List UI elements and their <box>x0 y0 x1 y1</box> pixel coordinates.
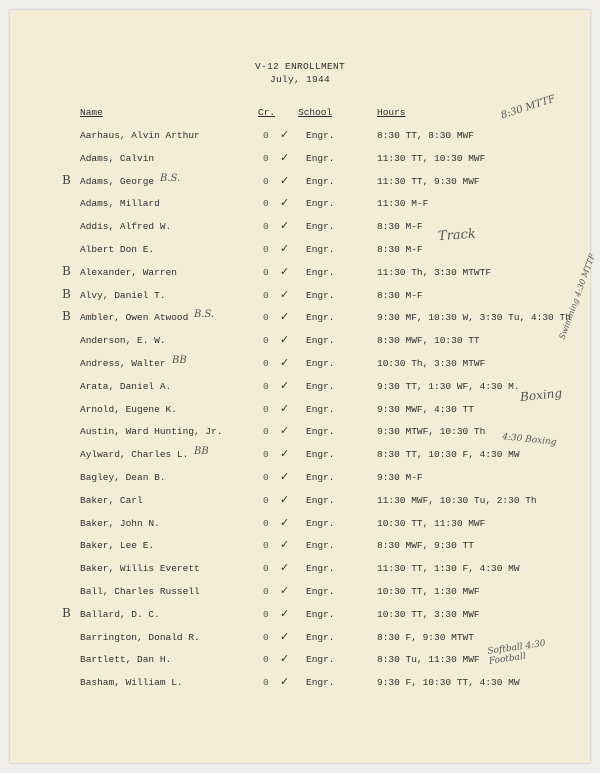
list-item <box>10 628 590 650</box>
credit-value: 0 <box>263 517 269 529</box>
credit-value: 0 <box>263 266 269 278</box>
hours-value: 11:30 M-F <box>377 198 429 210</box>
student-name: Baker, Carl <box>80 494 143 506</box>
student-name: Bagley, Dean B. <box>80 472 166 483</box>
student-name: Ball, Charles Russell <box>80 586 200 597</box>
header-school: School <box>298 107 333 118</box>
check-mark-icon: ✓ <box>280 264 290 278</box>
credit-value: 0 <box>263 631 269 643</box>
list-item <box>10 286 590 308</box>
margin-note-top-right: 8:30 MTTF <box>499 93 557 122</box>
credit-value: 0 <box>263 403 269 415</box>
hours-value: 10:30 Th, 3:30 MTWF <box>377 358 486 369</box>
row-mark: B <box>62 309 71 324</box>
student-name: Anderson, E. W. <box>80 335 166 347</box>
check-mark-icon: ✓ <box>280 606 290 620</box>
school-value: Engr. <box>306 152 335 164</box>
hours-value: 9:30 F, 10:30 TT, 4:30 MW <box>377 677 520 689</box>
student-name: Aarhaus, Alvin Arthur <box>80 130 200 141</box>
document-title: V-12 ENROLLMENT <box>254 61 345 72</box>
document-page <box>10 10 597 763</box>
check-mark-icon: ✓ <box>280 219 290 233</box>
hours-value: 8:30 Tu, 11:30 MWF <box>377 654 480 666</box>
check-mark-icon: ✓ <box>280 310 290 324</box>
school-value: Engr. <box>306 586 335 597</box>
school-value: Engr. <box>306 403 335 415</box>
school-value: Engr. <box>306 335 335 347</box>
school-value: Engr. <box>306 198 335 210</box>
check-mark-icon: ✓ <box>280 356 290 369</box>
list-item <box>10 149 590 171</box>
school-value: Engr. <box>306 563 335 575</box>
student-name: Baker, Lee E. <box>80 540 155 552</box>
school-value: Engr. <box>306 426 335 438</box>
margin-note-softball: Softball 4:30 Football <box>486 638 547 667</box>
hours-value: 11:30 TT, 10:30 MWF <box>377 152 486 164</box>
school-value: Engr. <box>306 517 335 529</box>
credit-value: 0 <box>263 358 269 369</box>
credit-value: 0 <box>263 198 269 210</box>
row-mark: B <box>62 263 71 278</box>
list-item <box>10 308 590 330</box>
hours-value: 9:30 MTWF, 10:30 Th <box>377 426 486 438</box>
list-item <box>10 331 590 353</box>
school-value: Engr. <box>306 266 335 278</box>
school-value: Engr. <box>306 654 335 666</box>
school-value: Engr. <box>306 494 335 506</box>
margin-note-boxing-time: 4:30 Boxing <box>501 432 557 448</box>
credit-value: 0 <box>263 426 269 438</box>
check-mark-icon: ✓ <box>280 447 290 461</box>
credit-value: 0 <box>263 312 269 324</box>
school-value: Engr. <box>306 472 335 483</box>
row-mark: B <box>62 286 71 301</box>
check-mark-icon: ✓ <box>280 538 290 552</box>
student-name: Arata, Daniel A. <box>80 380 172 392</box>
hours-value: 11:30 TT, 1:30 F, 4:30 MW <box>377 563 520 575</box>
credit-value: 0 <box>263 380 269 392</box>
check-mark-icon: ✓ <box>280 287 290 301</box>
school-value: Engr. <box>306 631 335 643</box>
handwritten-note: B.S. <box>160 172 181 184</box>
margin-note-track: Track <box>437 226 477 245</box>
hours-value: 8:30 TT, 8:30 MWF <box>377 130 474 141</box>
list-item <box>10 240 590 262</box>
credit-value: 0 <box>263 244 269 255</box>
hours-value: 9:30 MF, 10:30 W, 3:30 Tu, 4:30 Th <box>377 312 571 324</box>
list-item <box>10 514 590 536</box>
check-mark-icon: ✓ <box>280 675 290 689</box>
hours-value: 10:30 TT, 1:30 MWF <box>377 586 480 597</box>
credit-value: 0 <box>263 130 269 141</box>
check-mark-icon: ✓ <box>280 652 290 666</box>
student-name: Barrington, Donald R. <box>80 631 200 643</box>
check-mark-icon: ✓ <box>280 242 290 255</box>
list-item <box>10 673 590 695</box>
hours-value: 11:30 MWF, 10:30 Tu, 2:30 Th <box>377 494 537 506</box>
list-item <box>10 400 590 422</box>
credit-value: 0 <box>263 472 269 483</box>
credit-value: 0 <box>263 335 269 347</box>
hours-value: 8:30 M-F <box>377 244 423 255</box>
header-hours: Hours <box>377 107 406 118</box>
list-item <box>10 217 590 239</box>
hours-value: 9:30 M-F <box>377 472 423 483</box>
hours-value: 8:30 F, 9:30 MTWT <box>377 631 474 643</box>
hours-value: 8:30 M-F <box>377 221 423 233</box>
check-mark-icon: ✓ <box>280 401 290 415</box>
row-mark: B <box>62 172 71 187</box>
school-value: Engr. <box>306 130 335 141</box>
credit-value: 0 <box>263 677 269 689</box>
hours-value: 8:30 TT, 10:30 F, 4:30 MW <box>377 449 520 461</box>
student-name: Ambler, Owen Atwood <box>80 312 189 324</box>
hours-value: 9:30 TT, 1:30 WF, 4:30 M. <box>377 380 520 392</box>
check-mark-icon: ✓ <box>280 629 290 643</box>
school-value: Engr. <box>306 289 335 301</box>
student-name: Addis, Alfred W. <box>80 221 172 233</box>
list-item <box>10 354 590 376</box>
credit-value: 0 <box>263 175 269 187</box>
check-mark-icon: ✓ <box>280 173 290 187</box>
credit-value: 0 <box>263 221 269 233</box>
check-mark-icon: ✓ <box>280 584 290 597</box>
hours-value: 11:30 Th, 3:30 MTWTF <box>377 266 492 278</box>
hours-value: 9:30 MWF, 4:30 TT <box>377 403 474 415</box>
school-value: Engr. <box>306 380 335 392</box>
list-item <box>10 536 590 558</box>
student-name: Baker, John N. <box>80 517 160 529</box>
check-mark-icon: ✓ <box>280 470 290 483</box>
list-item <box>10 582 590 604</box>
header-name: Name <box>80 107 103 118</box>
list-item <box>10 468 590 490</box>
list-item <box>10 491 590 513</box>
handwritten-note: BB <box>172 355 187 366</box>
check-mark-icon: ✓ <box>280 515 290 529</box>
list-item <box>10 650 590 672</box>
student-name: Basham, William L. <box>80 677 183 689</box>
student-name: Alvy, Daniel T. <box>80 289 166 301</box>
school-value: Engr. <box>306 221 335 233</box>
credit-value: 0 <box>263 289 269 301</box>
check-mark-icon: ✓ <box>280 378 290 392</box>
list-item <box>10 194 590 216</box>
check-mark-icon: ✓ <box>280 333 290 347</box>
student-name: Albert Don E. <box>80 244 155 255</box>
credit-value: 0 <box>263 654 269 666</box>
school-value: Engr. <box>306 449 335 461</box>
student-name: Adams, Calvin <box>80 152 155 164</box>
list-item <box>10 605 590 627</box>
school-value: Engr. <box>306 244 335 255</box>
school-value: Engr. <box>306 175 335 187</box>
list-item <box>10 377 590 399</box>
hours-value: 11:30 TT, 9:30 MWF <box>377 175 480 187</box>
student-name: Adams, Millard <box>80 198 160 210</box>
check-mark-icon: ✓ <box>280 424 290 438</box>
school-value: Engr. <box>306 608 335 620</box>
student-name: Baker, Willis Everett <box>80 563 200 575</box>
margin-note-swimming: Swimming 4:30 MTTF <box>557 252 597 341</box>
credit-value: 0 <box>263 449 269 461</box>
credit-value: 0 <box>263 152 269 164</box>
margin-note-boxing: Boxing <box>519 385 563 405</box>
credit-value: 0 <box>263 494 269 506</box>
header-cr: Cr. <box>258 107 276 118</box>
check-mark-icon: ✓ <box>280 150 290 164</box>
school-value: Engr. <box>306 540 335 552</box>
student-name: Austin, Ward Hunting, Jr. <box>80 426 223 438</box>
check-mark-icon: ✓ <box>280 561 290 575</box>
student-name: Ballard, D. C. <box>80 608 160 620</box>
list-item <box>10 445 590 467</box>
row-mark: B <box>62 605 71 620</box>
credit-value: 0 <box>263 540 269 552</box>
handwritten-note: BB <box>194 446 209 458</box>
credit-value: 0 <box>263 586 269 597</box>
check-mark-icon: ✓ <box>280 492 290 506</box>
hours-value: 10:30 TT, 11:30 MWF <box>377 517 486 529</box>
check-mark-icon: ✓ <box>280 196 290 210</box>
school-value: Engr. <box>306 312 335 324</box>
hours-value: 8:30 MWF, 9:30 TT <box>377 540 474 552</box>
student-name: Aylward, Charles L. <box>80 449 189 461</box>
list-item <box>10 172 590 194</box>
document-date: July, 1944 <box>269 74 330 85</box>
student-name: Adams, George <box>80 175 155 187</box>
student-name: Alexander, Warren <box>80 266 177 278</box>
school-value: Engr. <box>306 677 335 689</box>
hours-value: 8:30 M-F <box>377 289 423 301</box>
student-name: Bartlett, Dan H. <box>80 654 172 666</box>
hours-value: 8:30 MWF, 10:30 TT <box>377 335 480 347</box>
student-name: Arnold, Eugene K. <box>80 403 177 415</box>
title-block <box>10 60 590 86</box>
list-item <box>10 422 590 444</box>
credit-value: 0 <box>263 608 269 620</box>
hours-value: 10:30 TT, 3:30 MWF <box>377 608 480 620</box>
list-item <box>10 263 590 285</box>
student-name: Andress, Walter <box>80 358 166 369</box>
handwritten-note: B.S. <box>194 309 215 321</box>
credit-value: 0 <box>263 563 269 575</box>
list-item <box>10 559 590 581</box>
list-item <box>10 126 590 148</box>
school-value: Engr. <box>306 358 335 369</box>
check-mark-icon: ✓ <box>280 128 290 141</box>
